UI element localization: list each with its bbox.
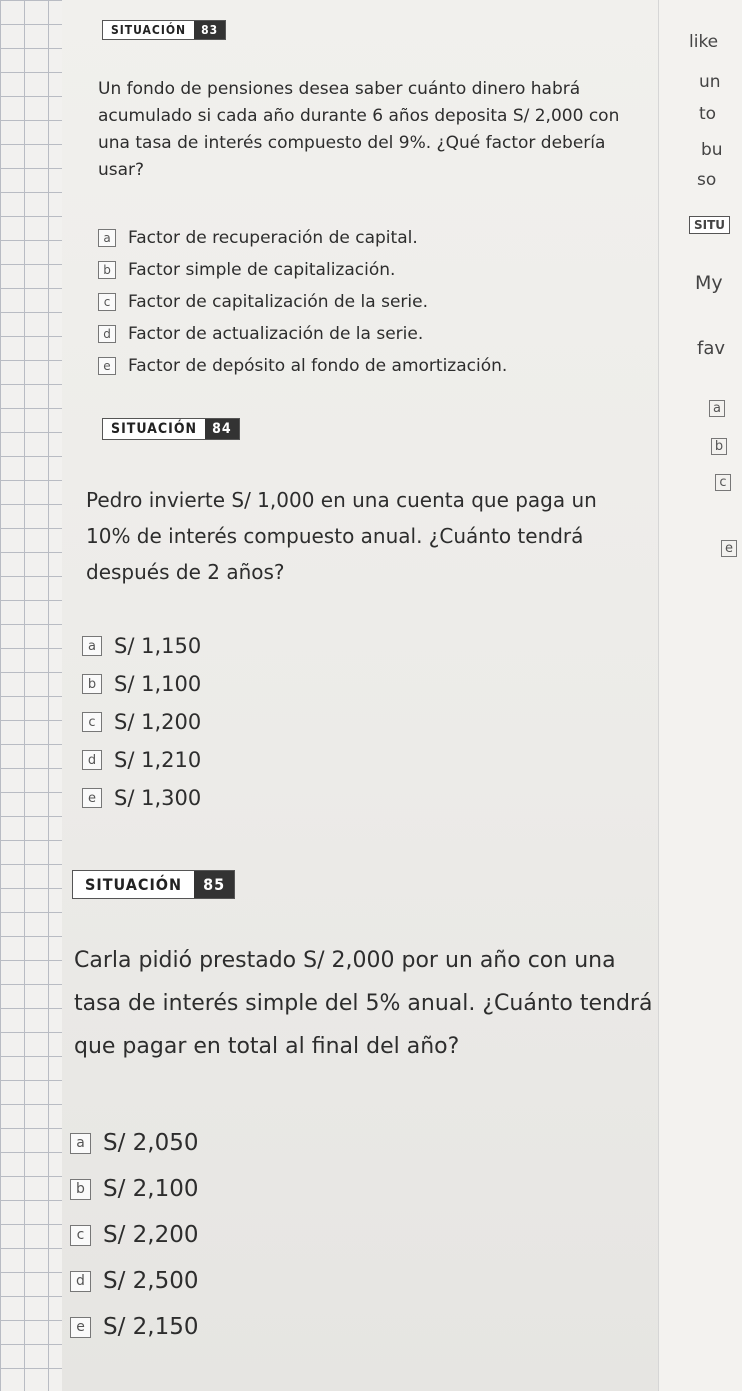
textbook-page — [62, 0, 658, 1391]
option-85-c[interactable] — [70, 1222, 199, 1248]
option-letter-box: d — [98, 325, 116, 343]
option-text: S/ 1,300 — [114, 786, 202, 810]
option-text: Factor simple de capitalización. — [128, 260, 396, 280]
option-letter-box: e — [70, 1317, 91, 1338]
option-letter-box: e — [98, 357, 116, 375]
option-text: S/ 1,210 — [114, 748, 202, 772]
right-letter-a: a — [709, 400, 725, 417]
right-badge: SITU — [689, 216, 730, 234]
situation-85-badge — [72, 870, 235, 899]
option-83-b[interactable] — [98, 260, 395, 280]
right-letter-e: e — [721, 540, 737, 557]
option-text: S/ 2,050 — [103, 1130, 199, 1156]
grid-paper-strip — [0, 0, 63, 1391]
option-text: S/ 2,100 — [103, 1176, 199, 1202]
option-letter-box: a — [82, 636, 102, 656]
option-83-d[interactable] — [98, 324, 423, 344]
option-text: S/ 2,200 — [103, 1222, 199, 1248]
option-letter-box: b — [82, 674, 102, 694]
question-84-text: Pedro invierte S/ 1,000 en una cuenta que paga un 10% de interés compuesto anual. ¿Cuánto tendrá después de 2 años? — [86, 488, 597, 584]
option-84-e[interactable] — [82, 786, 201, 810]
option-letter-box: c — [98, 293, 116, 311]
option-text: Factor de depósito al fondo de amortización. — [128, 356, 508, 376]
question-85-text: Carla pidió prestado S/ 2,000 por un año con una tasa de interés simple del 5% anual. ¿Cuánto tendrá que pagar en total al final del año? — [74, 948, 653, 1059]
option-text: S/ 2,150 — [103, 1314, 199, 1340]
option-letter-box: c — [82, 712, 102, 732]
option-83-e[interactable] — [98, 356, 507, 376]
option-85-b[interactable] — [70, 1176, 199, 1202]
option-84-c[interactable] — [82, 710, 201, 734]
option-text: S/ 1,150 — [114, 634, 202, 658]
right-line-4: bu — [701, 140, 723, 160]
option-84-a[interactable] — [82, 634, 201, 658]
option-letter-box: b — [70, 1179, 91, 1200]
situation-number: 83 — [194, 21, 225, 39]
option-letter-box: c — [70, 1225, 91, 1246]
situation-label: SITUACIÓN — [111, 421, 198, 437]
option-text: S/ 1,200 — [114, 710, 202, 734]
option-text: Factor de actualización de la serie. — [128, 324, 424, 344]
option-84-d[interactable] — [82, 748, 201, 772]
option-letter-box: d — [70, 1271, 91, 1292]
situation-label: SITUACIÓN — [111, 23, 187, 37]
right-neighbour-page — [658, 0, 742, 1391]
question-83-text: Un fondo de pensiones desea saber cuánto dinero habrá acumulado si cada año durante 6 años deposita S/ 2,000 con una tasa de interés compuesto del 9%. ¿Qué factor debería usar? — [98, 79, 620, 180]
option-83-c[interactable] — [98, 292, 428, 312]
right-line-5: so — [697, 170, 717, 190]
option-letter-box: b — [98, 261, 116, 279]
option-letter-box: a — [98, 229, 116, 247]
option-83-a[interactable] — [98, 228, 418, 248]
situation-83-badge — [102, 20, 226, 40]
option-85-d[interactable] — [70, 1268, 199, 1294]
situation-label: SITUACIÓN — [85, 875, 183, 894]
option-85-e[interactable] — [70, 1314, 199, 1340]
option-text: S/ 2,500 — [103, 1268, 199, 1294]
right-word-1: My — [695, 272, 723, 294]
situation-number: 84 — [205, 419, 239, 439]
right-line-2: un — [699, 72, 721, 92]
option-text: S/ 1,100 — [114, 672, 202, 696]
option-text: Factor de capitalización de la serie. — [128, 292, 428, 312]
right-line-3: to — [699, 104, 717, 124]
right-letter-b: b — [711, 438, 727, 455]
situation-84-badge — [102, 418, 240, 440]
option-84-b[interactable] — [82, 672, 201, 696]
option-letter-box: a — [70, 1133, 91, 1154]
right-word-2: fav — [697, 338, 726, 359]
option-text: Factor de recuperación de capital. — [128, 228, 418, 248]
option-letter-box: d — [82, 750, 102, 770]
right-letter-c: c — [715, 474, 731, 491]
right-line-1: like — [689, 32, 719, 52]
option-letter-box: e — [82, 788, 102, 808]
situation-number: 85 — [194, 871, 234, 898]
option-85-a[interactable] — [70, 1130, 199, 1156]
